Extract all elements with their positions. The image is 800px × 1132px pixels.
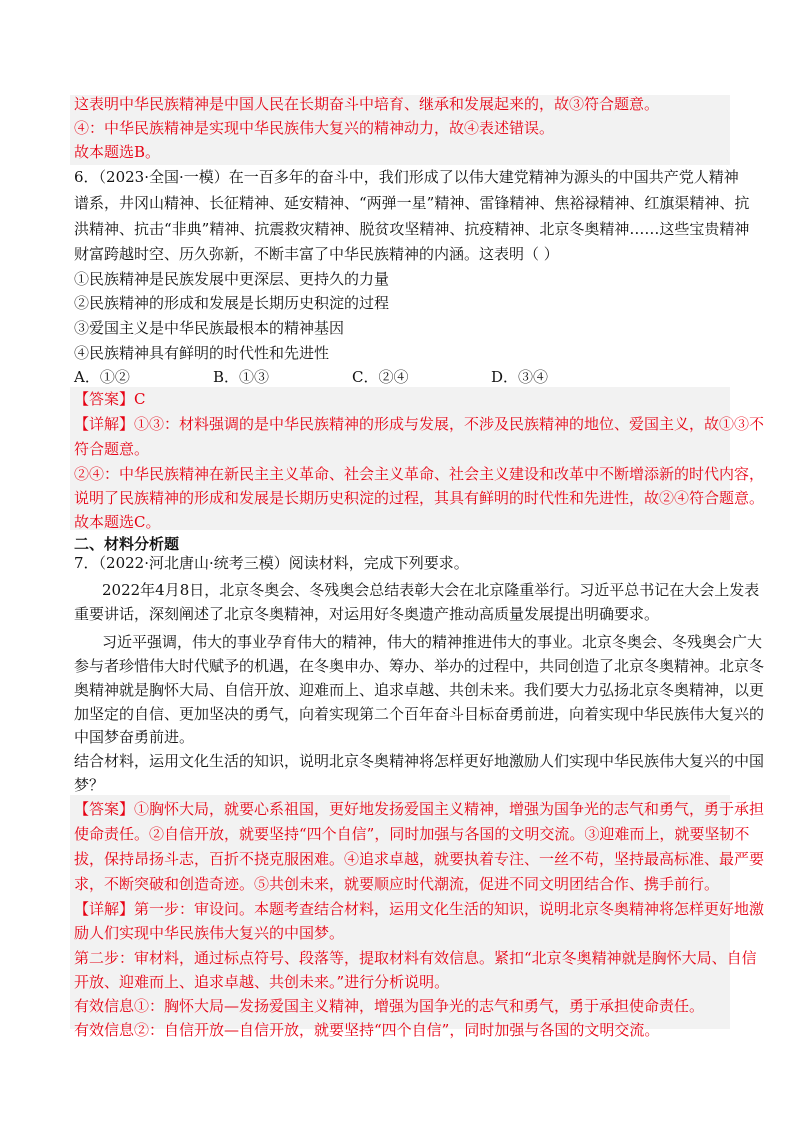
- detail-line: 第二步：审材料，通过标点符号、段落等，提取材料有效信息。紧扣“北京冬奥精神就是胸怀大局、自信: [74, 949, 757, 967]
- answer-line: 这表明中华民族精神是中国人民在长期奋斗中培育、继承和发展起来的，故③符合题意。: [74, 95, 660, 113]
- question-6-line: 洪精神、抗击“非典”精神、抗震救灾精神、脱贫攻坚精神、抗疫精神、北京冬奥精神……这些宝贵精神: [74, 220, 750, 238]
- detail-line: 说明了民族精神的形成和发展是长期历史积淀的过程，其具有鲜明的时代性和先进性，故②④符合题意。: [74, 489, 765, 507]
- statement: ②民族精神的形成和发展是长期历史积淀的过程: [74, 294, 390, 312]
- detail-line: 【详解】第一步：审设问。本题考查结合材料，运用文化生活的知识，说明北京冬奥精神将怎样更好地激: [74, 900, 765, 918]
- detail-line: 【详解】①③：材料强调的是中华民族精神的形成与发展，不涉及民族精神的地位、爱国主义，故①③不: [74, 415, 765, 433]
- question-6-line: 6．（2023·全国·一模）在一百多年的奋斗中，我们形成了以伟大建党精神为源头的中国共产党人精神: [74, 168, 739, 186]
- question-7-prompt: 梦？: [74, 776, 105, 794]
- statement: ③爱国主义是中华民族最根本的精神基因: [74, 319, 345, 337]
- detail-line: 故本题选C。: [74, 513, 161, 531]
- material-line: 习近平强调，伟大的事业孕育伟大的精神，伟大的精神推进伟大的事业。北京冬奥会、冬残奥会广大: [102, 633, 763, 651]
- material-line: 重要讲话，深刻阐述了北京冬奥精神，对运用好冬奥遗产推动高质量发展提出明确要求。: [74, 605, 660, 623]
- detail-line: 励人们实现中华民族伟大复兴的中国梦。: [74, 924, 345, 942]
- answer-line: 拔，保持昂扬斗志，百折不挠克服困难。④追求卓越，就要执着专注、一丝不苟，坚持最高标准、最严要: [74, 850, 765, 868]
- answer-conclusion: 故本题选B。: [74, 143, 161, 161]
- detail-line: 开放、迎难而上、追求卓越、共创未来。”进行分析说明。: [74, 973, 450, 991]
- detail-line: 符合题意。: [74, 440, 150, 458]
- detail-line: ②④：中华民族精神在新民主主义革命、社会主义革命、社会主义建设和改革中不断增添新的时代内容，: [74, 465, 765, 483]
- option-c: C．②④: [352, 368, 409, 386]
- material-line: 加坚定的自信、更加坚决的勇气，向着实现第二个百年奋斗目标奋勇前进，向着实现中华民族伟大复兴的: [74, 705, 765, 723]
- option-d: D．③④: [491, 368, 549, 386]
- statement: ④民族精神具有鲜明的时代性和先进性: [74, 344, 330, 362]
- answer-line: 【答案】①胸怀大局，就要心系祖国，更好地发扬爱国主义精神，增强为国争光的志气和勇气，勇于承担: [74, 800, 765, 818]
- section-heading: 二、材料分析题: [74, 535, 180, 553]
- answer-line: ④：中华民族精神是实现中华民族伟大复兴的精神动力，故④表述错误。: [74, 119, 555, 137]
- answer-line: 求，不断突破和创造奇迹。⑤共创未来，就要顺应时代潮流，促进不同文明团结合作、携手前行。: [74, 875, 720, 893]
- answer-line: 使命责任。②自信开放，就要坚持“四个自信”，同时加强与各国的文明交流。③迎难而上，就要坚韧不: [74, 825, 750, 843]
- detail-line: 有效信息①：胸怀大局—发扬爱国主义精神，增强为国争光的志气和勇气，勇于承担使命责任。: [74, 997, 705, 1015]
- answer-label: 【答案】C: [74, 390, 146, 408]
- question-7-intro: 7．（2022·河北唐山·统考三模）阅读材料，完成下列要求。: [74, 554, 469, 572]
- statement: ①民族精神是民族发展中更深层、更持久的力量: [74, 270, 390, 288]
- detail-line: 有效信息②：自信开放—自信开放，就要坚持“四个自信”，同时加强与各国的文明交流。: [74, 1021, 660, 1039]
- material-line: 中国梦奋勇前进。: [74, 728, 195, 746]
- option-b: B．①③: [213, 368, 270, 386]
- answer-shade: [70, 387, 730, 530]
- question-7-prompt: 结合材料，运用文化生活的知识，说明北京冬奥精神将怎样更好地激励人们实现中华民族伟大复兴的中国: [74, 752, 765, 770]
- option-a: A．①②: [74, 368, 130, 386]
- material-line: 奥精神就是胸怀大局、自信开放、迎难而上、追求卓越、共创未来。我们要大力弘扬北京冬奥精神，以更: [74, 681, 765, 699]
- material-line: 参与者珍惜伟大时代赋予的机遇，在冬奥申办、筹办、举办的过程中，共同创造了北京冬奥精神。北京冬: [74, 657, 765, 675]
- material-line: 2022年4月8日，北京冬奥会、冬残奥会总结表彰大会在北京隆重举行。习近平总书记在大会上发表: [102, 581, 760, 599]
- question-6-line: 谱系，井冈山精神、长征精神、延安精神、“两弹一星”精神、雷锋精神、焦裕禄精神、红旗渠精神、抗: [74, 194, 750, 212]
- question-6-line: 财富跨越时空、历久弥新，不断丰富了中华民族精神的内涵。这表明（ ）: [74, 245, 559, 263]
